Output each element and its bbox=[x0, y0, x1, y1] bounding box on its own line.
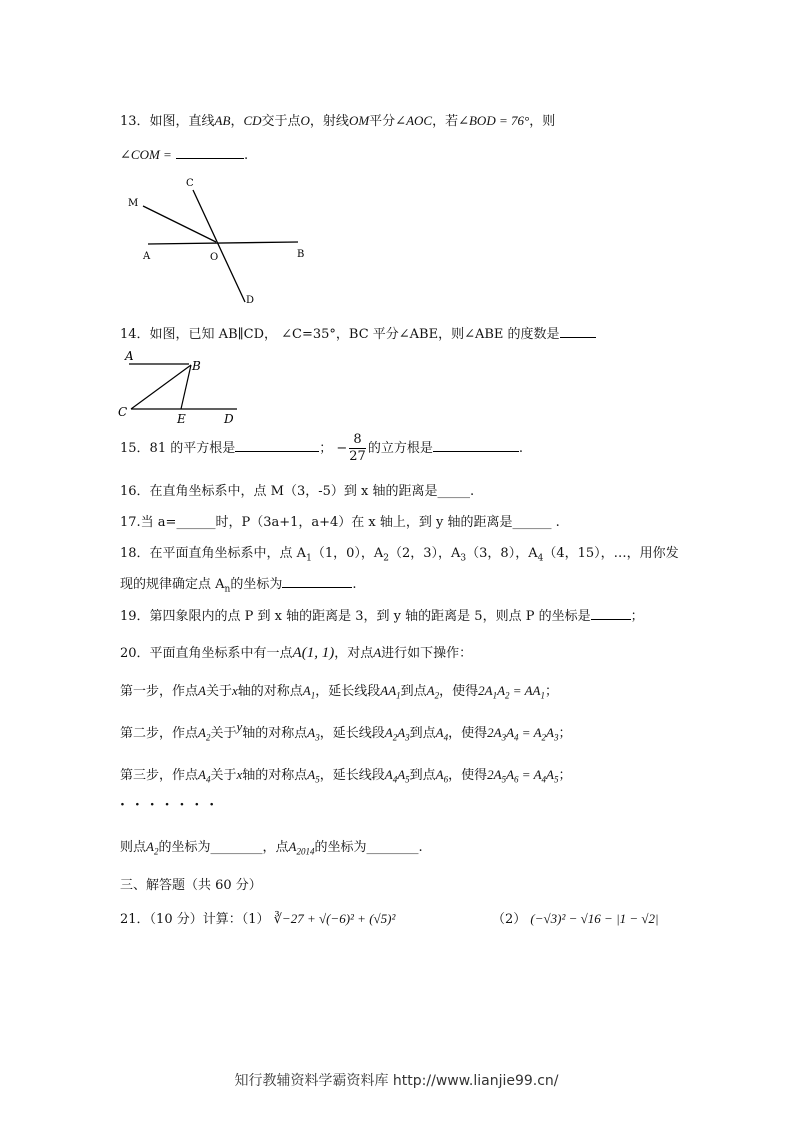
q18-line1 bbox=[120, 542, 679, 564]
q20-text-c: 进行如下操作： bbox=[381, 646, 473, 661]
q20-step1-aa1: $AA_1$ bbox=[380, 683, 401, 701]
q21-text-b: （2） bbox=[492, 912, 527, 927]
q20-step1-eq: $2A_1A_2 = AA_1$ bbox=[478, 683, 545, 701]
q14-answer-blank[interactable] bbox=[560, 325, 596, 338]
q20-step2-extend: ，延长线段 bbox=[319, 726, 385, 741]
q20-step1-a: A bbox=[198, 683, 206, 698]
q13-line-ab bbox=[148, 242, 298, 244]
q20-step2: 第二步，作点$A_2$关于y轴的对称点$A_3$，延长线段$A_2A_3$到点$A_4$，使得$2A_3A_4 = A_2A_3$； bbox=[120, 719, 572, 743]
q20-ask-c: 的坐标为________. bbox=[314, 840, 423, 855]
q13-answer-blank[interactable] bbox=[176, 146, 244, 159]
q20-step2-about: 关于 bbox=[210, 726, 237, 741]
q20-step1-a1: $A_1$ bbox=[302, 683, 316, 701]
q20-step3-so: ，使得 bbox=[448, 768, 488, 783]
q13-figure bbox=[125, 172, 315, 312]
q20-step1-axis: 轴的对称点 bbox=[237, 684, 303, 699]
q13-ab: AB bbox=[214, 113, 231, 128]
q18-sub-2: 2 bbox=[383, 553, 389, 564]
q20-ask-a2014: $A_{2014}$ bbox=[288, 839, 315, 857]
q20-step1-extend: ，延长线段 bbox=[315, 684, 381, 699]
q20-point: A(1, 1) bbox=[292, 645, 335, 661]
footer-watermark: 知行教辅资料学霸资料库 http://www.lianjie99.cn/ bbox=[234, 1073, 559, 1089]
q16-text: 16．在直角坐标系中，点 M（3，-5）到 x 轴的距离是_____. bbox=[120, 484, 475, 499]
q20-step1-text: 第一步，作点 bbox=[120, 684, 199, 699]
q15-text-a: 15．81 的平方根是 bbox=[120, 441, 236, 456]
q15-period: . bbox=[518, 441, 523, 456]
q20-step3: 第三步，作点$A_4$关于x轴的对称点$A_5$，延长线段$A_4A_5$到点$A_6$，使得$2A_5A_6 = A_4A_5$； bbox=[120, 767, 572, 785]
q20-step2-to: 到点 bbox=[409, 726, 436, 741]
q20-step3-axis: 轴的对称点 bbox=[242, 768, 308, 783]
q18-text-d: （3，8），A bbox=[466, 546, 538, 561]
q18-answer-blank[interactable] bbox=[282, 575, 352, 588]
q20-step3-eq: $2A_5A_6 = A_4A_5$ bbox=[487, 767, 559, 785]
q13-text-c: ，射线 bbox=[309, 114, 349, 129]
q21-expression-2: (−√3)² − √16 − |1 − √2| bbox=[530, 911, 659, 926]
q20-step3-a4: $A_4$ bbox=[198, 767, 211, 785]
q13-cd: CD bbox=[243, 113, 262, 128]
q20-step2-y: y bbox=[236, 719, 243, 734]
q20-a: A bbox=[373, 645, 382, 660]
q18-text-e: （4，15），…，用你发 bbox=[543, 546, 679, 561]
q20-step2-axis: 轴的对称点 bbox=[242, 726, 308, 741]
q19-line bbox=[120, 605, 644, 624]
q13-label-a: A bbox=[143, 251, 151, 262]
q20-step2-text: 第二步，作点 bbox=[120, 726, 199, 741]
q15-denominator: 27 bbox=[349, 449, 366, 464]
q20-step1-about: 关于 bbox=[205, 684, 232, 699]
q14-label-b: B bbox=[192, 359, 201, 373]
q15-minus: − bbox=[336, 441, 348, 456]
q13-label-d: D bbox=[246, 295, 255, 306]
q13-com: ∠COM = bbox=[120, 147, 172, 162]
q18-text-b: （1，0），A bbox=[311, 546, 384, 561]
q18-text-a: 18．在平面直角坐标系中，点 A bbox=[120, 546, 307, 561]
q16-line bbox=[120, 480, 474, 499]
q13-line1 bbox=[120, 110, 555, 129]
q20-step3-to: 到点 bbox=[409, 768, 436, 783]
q20-step3-text: 第三步，作点 bbox=[120, 768, 199, 783]
q20-step2-a2: $A_2$ bbox=[198, 725, 211, 743]
q15-fraction bbox=[349, 432, 366, 465]
q18-text-line2a: 现的规律确定点 A bbox=[120, 577, 225, 592]
q19-answer-blank[interactable] bbox=[591, 607, 631, 620]
q20-step1-to: 到点 bbox=[400, 684, 427, 699]
q13-text-e: ，若 bbox=[432, 114, 459, 129]
q18-period: . bbox=[352, 577, 357, 592]
q13-text-d: 平分 bbox=[369, 114, 396, 129]
q14-label-c: C bbox=[118, 405, 128, 419]
q20-ask-b: 的坐标为________，点 bbox=[158, 840, 289, 855]
q20-step3-about: 关于 bbox=[210, 768, 237, 783]
q20-ask-a2: $A_2$ bbox=[146, 839, 159, 857]
q14-label-d: D bbox=[224, 412, 234, 425]
q15-line bbox=[120, 432, 523, 466]
q20-step1: 第一步，作点A关于x轴的对称点$A_1$，延长线段$AA_1$到点$A_2$，使得$2A_1A_2 = AA_1$； bbox=[120, 683, 558, 701]
q13-line2 bbox=[120, 146, 248, 163]
q15-semicolon: ； bbox=[319, 441, 333, 456]
q20-step2-a3: $A_3$ bbox=[307, 725, 320, 743]
q13-om: OM bbox=[348, 113, 370, 128]
q13-bod: ∠BOD = 76° bbox=[458, 113, 530, 128]
q13-text-f: ，则 bbox=[529, 114, 556, 129]
q13-label-m: M bbox=[128, 198, 139, 209]
q20-question bbox=[120, 836, 423, 857]
q15-blank-1[interactable] bbox=[235, 439, 319, 452]
q20-step2-eq: $2A_3A_4 = A_2A_3$ bbox=[487, 725, 559, 743]
q20-step1-a2: $A_2$ bbox=[426, 683, 440, 701]
q20-step3-a4a5: $A_4A_5$ bbox=[384, 767, 410, 785]
section3-heading: 三、解答题（共 60 分） bbox=[120, 878, 262, 893]
q20-ask-a: 则点 bbox=[120, 840, 147, 855]
q13-ray-om bbox=[143, 206, 216, 242]
q19-end: ； bbox=[630, 609, 644, 624]
q14-figure bbox=[115, 345, 245, 425]
q20-step1-so: ，使得 bbox=[439, 684, 479, 699]
q20-ellipsis: ······· bbox=[120, 797, 225, 813]
q18-line2 bbox=[120, 573, 356, 595]
q13-comma: ， bbox=[230, 114, 244, 129]
q20-text-a: 20．平面直角坐标系中有一点 bbox=[120, 646, 293, 661]
q13-aoc: ∠AOC bbox=[395, 113, 433, 128]
q20-step2-a4: $A_4$ bbox=[435, 725, 449, 743]
q21-text-a: 21．（10 分）计算：（1） bbox=[120, 912, 270, 927]
q21-part2 bbox=[492, 908, 659, 927]
q18-sub-3: 3 bbox=[460, 553, 467, 564]
q13-label-b: B bbox=[297, 249, 305, 260]
q20-step3-a5: $A_5$ bbox=[307, 767, 320, 785]
q20-step2-so: ，使得 bbox=[448, 726, 488, 741]
q18-text-c: （2，3），A bbox=[388, 546, 461, 561]
q13-text: 13．如图，直线 bbox=[120, 114, 215, 129]
q20-step3-extend: ，延长线段 bbox=[319, 768, 385, 783]
q20-step2-a2a3: $A_2A_3$ bbox=[384, 725, 410, 743]
q15-blank-2[interactable] bbox=[433, 439, 519, 452]
q20-intro bbox=[120, 642, 472, 662]
q13-label-o: O bbox=[210, 252, 219, 263]
q20-step1-x: x bbox=[231, 683, 238, 698]
q13-period: . bbox=[243, 148, 249, 163]
q14-label-a: A bbox=[125, 349, 134, 363]
q18-sub-4: 4 bbox=[537, 553, 544, 564]
q19-text: 19．第四象限内的点 P 到 x 轴的距离是 3，到 y 轴的距离是 5，则点 P 的坐标是 bbox=[120, 609, 591, 624]
q17-text: 17.当 a=______时，P（3a+1，a+4）在 x 轴上，到 y 轴的距离是______ . bbox=[120, 515, 560, 530]
q13-label-c: C bbox=[186, 178, 194, 189]
q20-step3-x: x bbox=[236, 767, 243, 782]
q20-text-b: ，对点 bbox=[334, 646, 374, 661]
q20-step3-a6: $A_6$ bbox=[435, 767, 449, 785]
q15-text-c: 的立方根是 bbox=[367, 441, 433, 456]
q14-label-e: E bbox=[177, 412, 186, 425]
q18-text-line2b: 的坐标为 bbox=[230, 577, 283, 592]
q15-numerator: 8 bbox=[349, 432, 366, 449]
q18-sub-n: n bbox=[224, 584, 231, 595]
q13-text-b: 交于点 bbox=[261, 114, 301, 129]
q17-line bbox=[120, 511, 560, 530]
q21-line bbox=[120, 908, 395, 927]
q18-sub-1: 1 bbox=[306, 553, 312, 564]
q13-o: O bbox=[300, 113, 310, 128]
q14-text: 14．如图，已知 AB∥CD， ∠C=35°，BC 平分∠ABE，则∠ABE 的度数是 bbox=[120, 327, 560, 342]
q13-line-cd bbox=[193, 190, 245, 302]
q14-line bbox=[120, 323, 596, 342]
q21-expression-1: ∛−27 + √(−6)² + (√5)² bbox=[273, 911, 396, 926]
